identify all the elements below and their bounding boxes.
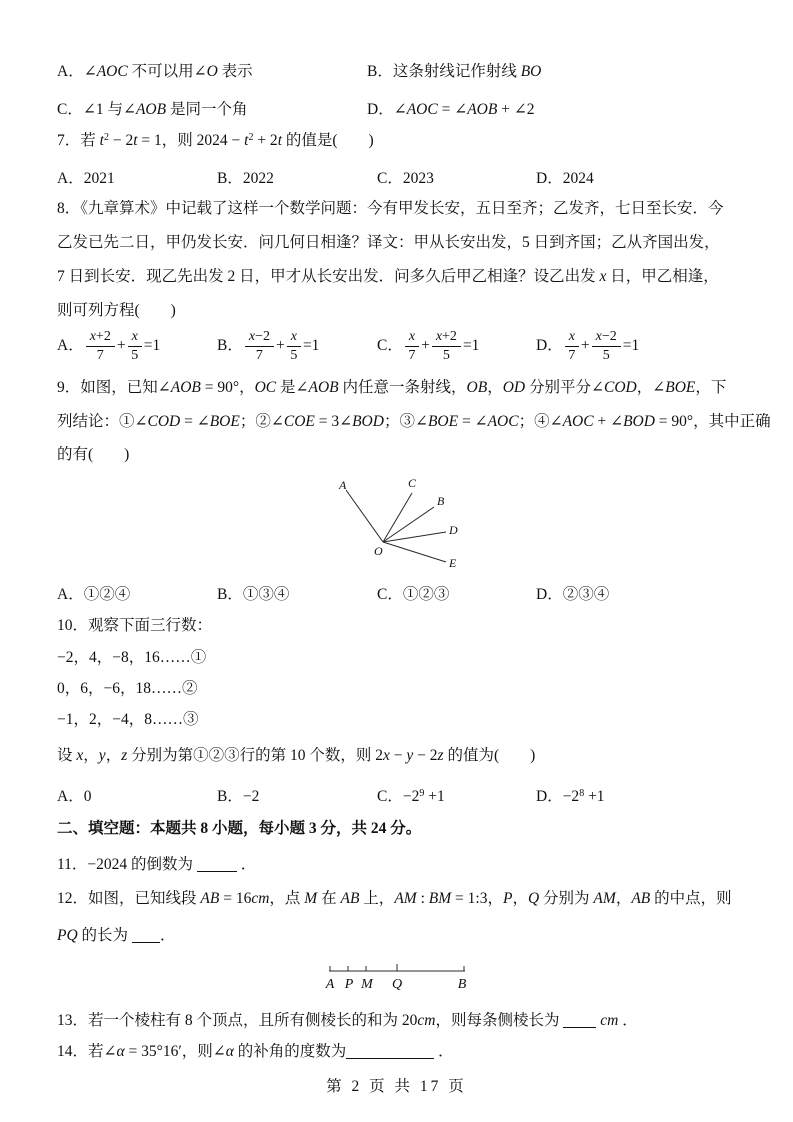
ray-label-a: A [339, 478, 347, 492]
ray-label-c: C [408, 476, 417, 490]
ray-label-d: D [449, 523, 458, 537]
question7-option-b: B．2022 [217, 170, 274, 187]
question8-option-d: D． $\frac{x}{7}$ + $\frac{x-2}{5}$ =1 [536, 328, 640, 363]
question7-option-c: C．2023 [377, 170, 434, 187]
section2-header: 二、填空题：本题共 8 小题，每小题 3 分，共 24 分。 [57, 820, 422, 837]
question12-line1: 12．如图，已知线段 AB = 16cm，点 M 在 AB 上，AM : BM = 1:3，P，Q 分别为 AM，AB 的中点，则 [57, 890, 732, 907]
question6-option-a: A．∠AOC 不可以用∠O 表示 [57, 63, 253, 80]
question10-stem2: 设 x，y，z 分别为第①②③行的第 10 个数，则 2x − y − 2z 的值为( ) [57, 747, 536, 764]
question9-option-d: D．②③④ [536, 586, 610, 603]
question8-option-a: A． $\frac{x+2}{7}$ + $\frac{x}{5}$ =1 [57, 328, 161, 363]
segment-label-b: B [457, 977, 467, 992]
question9-option-c: C．①②③ [377, 586, 450, 603]
question8-option-c: C． $\frac{x}{7}$ + $\frac{x+2}{5}$ =1 [377, 328, 480, 363]
segment-label-a: A [325, 977, 335, 992]
question10-option-c: C．$-2^9 +1$ [377, 788, 445, 805]
ray-label-b: B [437, 494, 445, 508]
question8-text-line3: 7 日到长安．现乙先出发 2 日，甲才从长安出发．问多久后甲乙相逢？设乙出发 x 日，甲乙相逢， [57, 268, 719, 285]
question7-option-a: A．2021 [57, 170, 115, 187]
question10-option-d: D．$-2^8 +1$ [536, 788, 605, 805]
ray-label-o: O [374, 544, 383, 558]
angle-rays-figure [322, 476, 470, 576]
question10-option-a: A．0 [57, 788, 92, 805]
segment-label-q: Q [391, 977, 403, 992]
segment-figure [318, 960, 478, 996]
question10-row1: −2，4，−8，16……① [57, 649, 207, 666]
question12-line2: PQ 的长为 ． [57, 927, 176, 944]
question8-option-b: B． $\frac{x-2}{7}$ + $\frac{x}{5}$ =1 [217, 328, 320, 363]
question9-option-a: A．①②④ [57, 586, 131, 603]
question8-text-line1: 8．《九章算术》中记载了这样一个数学问题：今有甲发长安，五日至齐；乙发齐，七日至长安．今 [57, 200, 724, 217]
question8-text-line2: 乙发已先二日，甲仍发长安．问几何日相逢？译文：甲从长安出发，5 日到齐国；乙从齐国出发， [57, 234, 720, 251]
segment-label-p: P [344, 977, 354, 992]
question14: 14．若∠α = 35°16′，则∠α 的补角的度数为 ． [57, 1043, 454, 1060]
question9-text-line2: 列结论：①∠COD = ∠BOE；②∠COE = 3∠BOD；③∠BOE = ∠AOC；④∠AOC + ∠BOD = 90°，其中正确 [57, 413, 771, 430]
question7-stem: 7．若 $t^2 - 2t = 1$，则 $2024 - t^2 + 2t$ 的值是( ) [57, 132, 374, 149]
ray-label-e: E [449, 556, 457, 570]
question9-text-line1: 9．如图，已知∠AOB = 90°，OC 是∠AOB 内任意一条射线，OB，OD 分别平分∠COD，∠BOE，下 [57, 379, 727, 396]
question10-row2: 0，6，−6，18……② [57, 680, 198, 697]
question13: 13．若一个棱柱有 8 个顶点，且所有侧棱长的和为 20cm，则每条侧棱长为 cm ． [57, 1012, 638, 1029]
question6-option-d: D．∠AOC = ∠AOB + ∠2 [367, 101, 535, 118]
question11: 11．−2024 的倒数为 ． [57, 856, 257, 873]
question9-text-line3: 的有( ) [57, 446, 130, 463]
page-number: 第 2 页 共 17 页 [326, 1078, 467, 1095]
question9-option-b: B．①③④ [217, 586, 290, 603]
question7-option-d: D．2024 [536, 170, 594, 187]
question8-text-line4: 则可列方程( ) [57, 302, 176, 319]
question6-option-b: B．这条射线记作射线 BO [367, 63, 542, 80]
question10-stem: 10．观察下面三行数： [57, 617, 213, 634]
question6-option-c: C．∠1 与∠AOB 是同一个角 [57, 101, 248, 118]
question10-row3: −1，2，−4，8……③ [57, 711, 199, 728]
segment-label-m: M [361, 977, 373, 992]
question10-option-b: B．−2 [217, 788, 260, 805]
